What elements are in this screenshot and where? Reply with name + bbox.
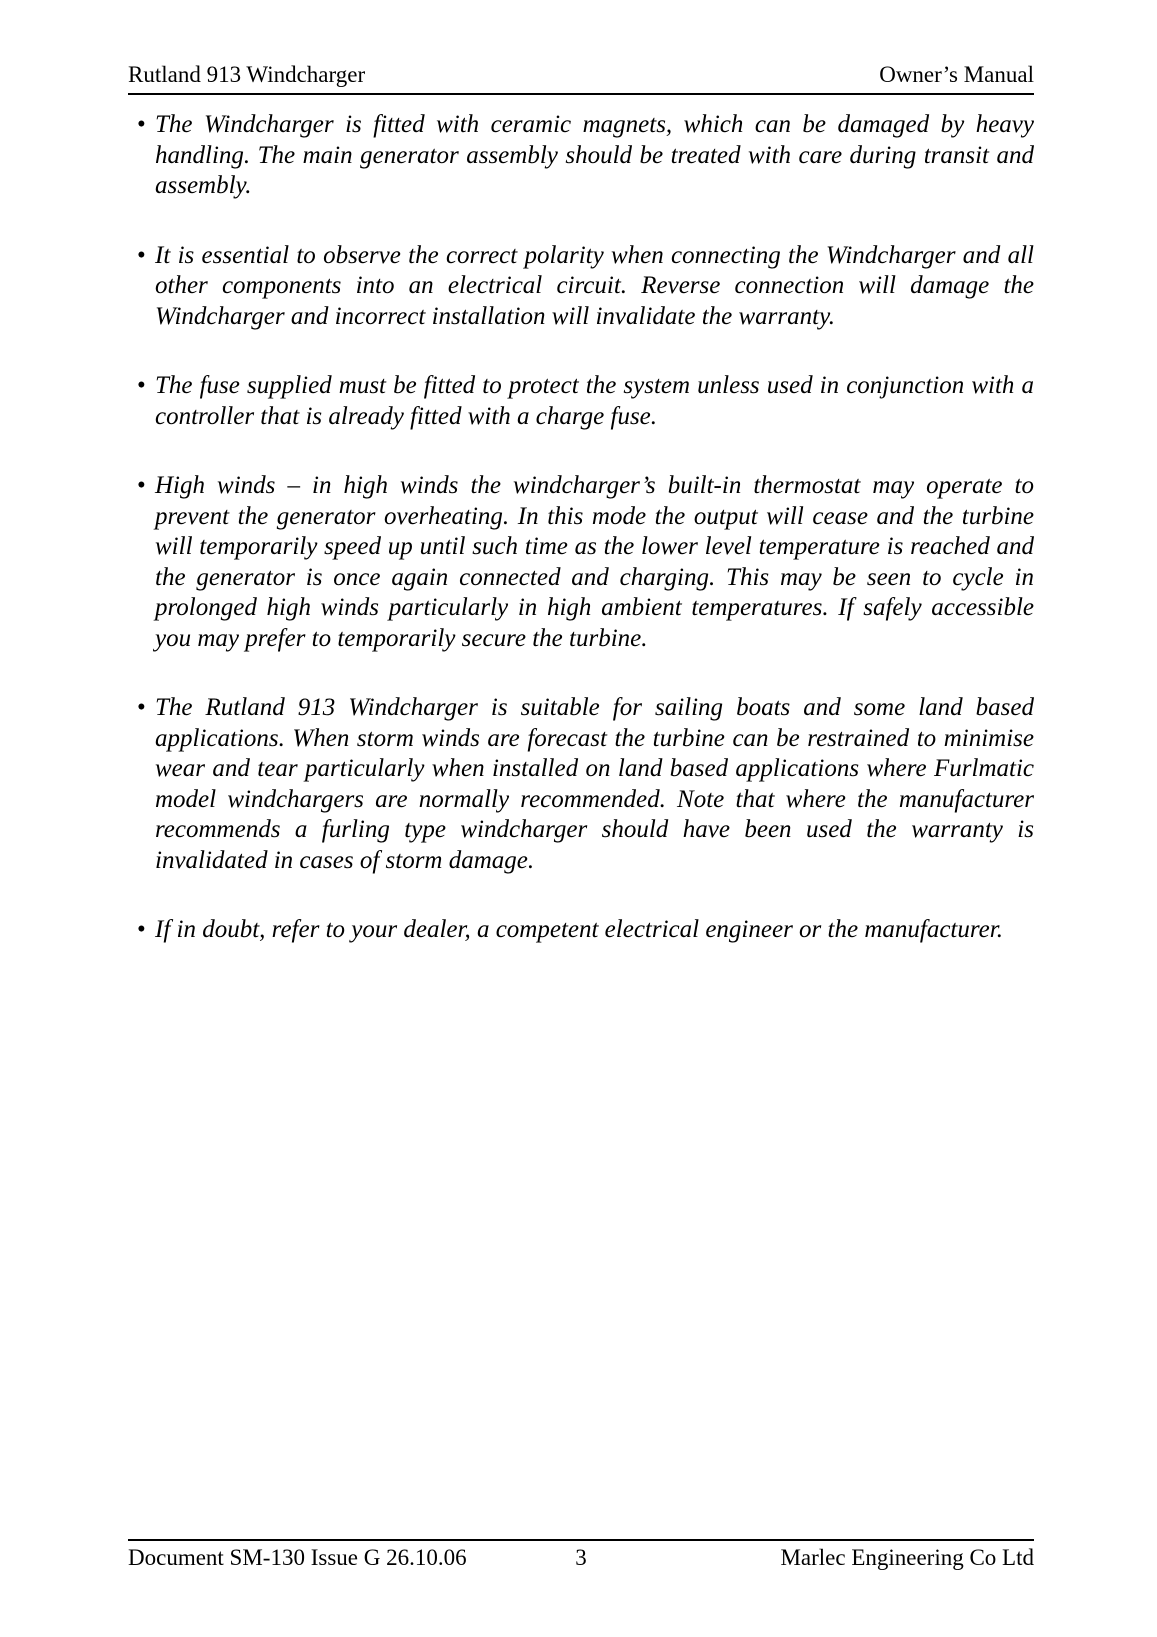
bullet-item-fuse — [128, 371, 1034, 432]
bullet-icon: • — [137, 916, 146, 943]
bullet-text: If in doubt, refer to your dealer, a competent electrical engineer or the manufacturer. — [155, 916, 1003, 943]
bullet-text: It is essential to observe the correct polarity when connecting the Windcharger and all other components into an electrical circuit. Reverse connection will damage the Windcharger and incorrect installation will invalidate the warranty. — [155, 241, 1034, 330]
bullet-icon: • — [137, 472, 146, 499]
bullet-text: The fuse supplied must be fitted to protect the system unless used in conjunction with a controller that is already fitted with a charge fuse. — [155, 372, 1034, 430]
footer-page-number: 3 — [575, 1545, 587, 1570]
bullet-text: The Windcharger is fitted with ceramic magnets, which can be damaged by heavy handling. The main generator assembly should be treated with care during transit and assembly. — [155, 111, 1034, 199]
footer-document-id: Document SM-130 Issue G 26.10.06 — [128, 1545, 467, 1570]
page-footer — [128, 1545, 1034, 1571]
bullet-text: The Rutland 913 Windcharger is suitable for sailing boats and some land based applications. When storm winds are forecast the turbine can be restrained to minimise wear and tear particularly when installed on land based applications where Furlmatic model windchargers are normally recommended. Note that where the manufacturer recommends a furling type windcharger should have been used the warranty is invalidated in cases of storm damage. — [155, 694, 1034, 874]
footer-rule — [128, 1539, 1034, 1541]
bullet-list — [128, 110, 1034, 946]
page-content — [128, 110, 1034, 985]
page-header — [128, 62, 1034, 93]
bullet-item-if-in-doubt — [128, 915, 1034, 946]
bullet-icon: • — [137, 111, 146, 138]
header-manual-label: Owner’s Manual — [879, 62, 1034, 87]
bullet-text: High winds – in high winds the windcharger’s built-in thermostat may operate to prevent the generator overheating. In this mode the output will cease and the turbine will temporarily speed up until such time as the lower level temperature is reached and the generator is once again connected and charging. This may be seen to cycle in prolonged high winds particularly in high ambient temperatures. If safely accessible you may prefer to temporarily secure the turbine. — [155, 472, 1034, 652]
bullet-icon: • — [137, 372, 146, 399]
header-document-title: Rutland 913 Windcharger — [128, 62, 366, 87]
bullet-item-polarity — [128, 241, 1034, 333]
bullet-item-suitability — [128, 693, 1034, 876]
bullet-icon: • — [137, 241, 146, 269]
bullet-item-magnets — [128, 110, 1034, 202]
header-rule — [128, 93, 1034, 95]
bullet-icon: • — [137, 694, 146, 721]
bullet-item-high-winds — [128, 471, 1034, 654]
footer-company-name: Marlec Engineering Co Ltd — [780, 1545, 1034, 1570]
